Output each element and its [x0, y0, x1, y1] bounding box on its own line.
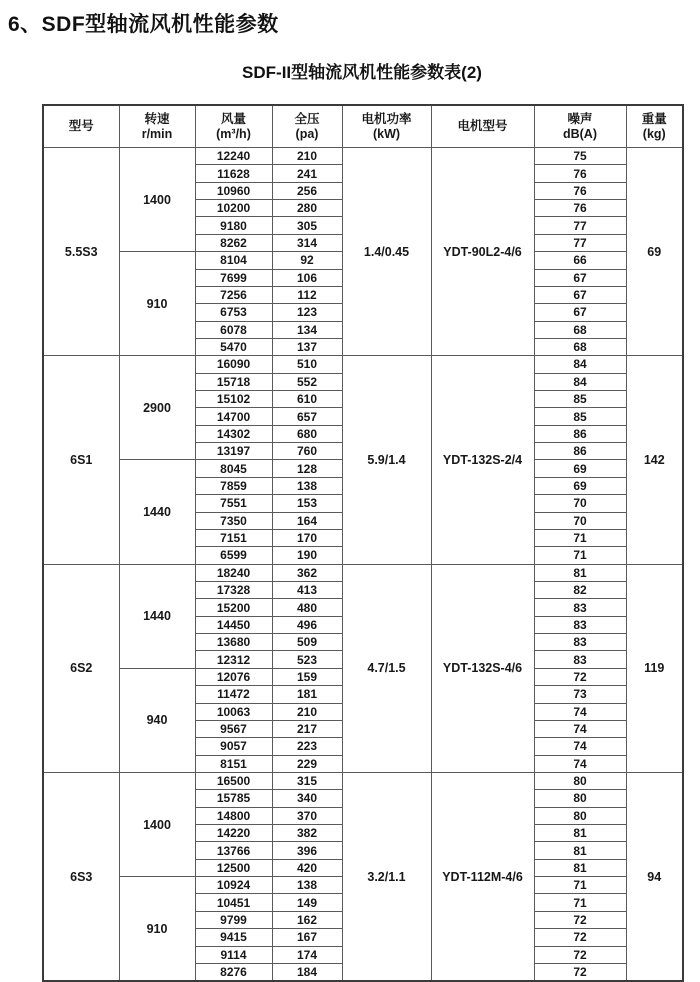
header-label: 重量: [641, 111, 667, 126]
noise-cell: 80: [534, 790, 626, 807]
flow-cell: 15200: [195, 599, 272, 616]
noise-cell: 84: [534, 373, 626, 390]
pressure-cell: 314: [272, 234, 342, 251]
header-row: [43, 105, 683, 148]
noise-cell: 80: [534, 807, 626, 824]
pressure-cell: 137: [272, 338, 342, 355]
flow-cell: 9057: [195, 738, 272, 755]
flow-cell: 9415: [195, 929, 272, 946]
column-header-motor: [431, 105, 534, 148]
pressure-cell: 181: [272, 686, 342, 703]
flow-cell: 14800: [195, 807, 272, 824]
pressure-cell: 134: [272, 321, 342, 338]
pressure-cell: 315: [272, 772, 342, 789]
noise-cell: 81: [534, 842, 626, 859]
power-cell: 4.7/1.5: [342, 564, 431, 772]
flow-cell: 7256: [195, 286, 272, 303]
noise-cell: 73: [534, 686, 626, 703]
noise-cell: 74: [534, 703, 626, 720]
flow-cell: 14700: [195, 408, 272, 425]
speed-cell: 910: [119, 252, 195, 356]
flow-cell: 11628: [195, 165, 272, 182]
power-cell: 3.2/1.1: [342, 772, 431, 981]
column-header-model: [43, 105, 119, 148]
header-unit: (kg): [642, 126, 666, 141]
pressure-cell: 509: [272, 634, 342, 651]
noise-cell: 83: [534, 634, 626, 651]
pressure-cell: 170: [272, 529, 342, 546]
flow-cell: 14450: [195, 616, 272, 633]
speed-cell: 1440: [119, 564, 195, 668]
pressure-cell: 210: [272, 148, 342, 165]
flow-cell: 17328: [195, 581, 272, 598]
pressure-cell: 190: [272, 547, 342, 564]
noise-cell: 84: [534, 356, 626, 373]
noise-cell: 69: [534, 460, 626, 477]
motor-cell: YDT-112M-4/6: [431, 772, 534, 981]
speed-cell: 1400: [119, 772, 195, 876]
column-header-power: [342, 105, 431, 148]
noise-cell: 83: [534, 651, 626, 668]
weight-cell: 119: [626, 564, 683, 772]
flow-cell: 6753: [195, 304, 272, 321]
noise-cell: 72: [534, 668, 626, 685]
noise-cell: 75: [534, 148, 626, 165]
table-row: [43, 564, 683, 581]
noise-cell: 72: [534, 963, 626, 981]
noise-cell: 70: [534, 512, 626, 529]
flow-cell: 8262: [195, 234, 272, 251]
pressure-cell: 149: [272, 894, 342, 911]
speed-cell: 910: [119, 877, 195, 982]
noise-cell: 72: [534, 929, 626, 946]
pressure-cell: 382: [272, 825, 342, 842]
flow-cell: 9567: [195, 720, 272, 737]
flow-cell: 16500: [195, 772, 272, 789]
motor-cell: YDT-132S-2/4: [431, 356, 534, 564]
pressure-cell: 610: [272, 391, 342, 408]
noise-cell: 71: [534, 529, 626, 546]
noise-cell: 66: [534, 252, 626, 269]
flow-cell: 6078: [195, 321, 272, 338]
speed-cell: 940: [119, 668, 195, 772]
noise-cell: 74: [534, 738, 626, 755]
flow-cell: 18240: [195, 564, 272, 581]
column-header-weight: [626, 105, 683, 148]
model-cell: 5.5S3: [43, 148, 119, 356]
model-cell: 6S3: [43, 772, 119, 981]
pressure-cell: 184: [272, 963, 342, 981]
flow-cell: 7859: [195, 477, 272, 494]
flow-cell: 11472: [195, 686, 272, 703]
pressure-cell: 496: [272, 616, 342, 633]
noise-cell: 76: [534, 200, 626, 217]
noise-cell: 68: [534, 338, 626, 355]
flow-cell: 7151: [195, 529, 272, 546]
page-title: 6、SDF型轴流风机性能参数: [8, 13, 279, 36]
pressure-cell: 138: [272, 877, 342, 894]
pressure-cell: 396: [272, 842, 342, 859]
flow-cell: 10451: [195, 894, 272, 911]
flow-cell: 13680: [195, 634, 272, 651]
pressure-cell: 340: [272, 790, 342, 807]
flow-cell: 12076: [195, 668, 272, 685]
noise-cell: 68: [534, 321, 626, 338]
table-row: [43, 356, 683, 373]
pressure-cell: 362: [272, 564, 342, 581]
pressure-cell: 167: [272, 929, 342, 946]
flow-cell: 16090: [195, 356, 272, 373]
noise-cell: 85: [534, 391, 626, 408]
pressure-cell: 413: [272, 581, 342, 598]
noise-cell: 69: [534, 477, 626, 494]
column-header-noise: [534, 105, 626, 148]
pressure-cell: 280: [272, 200, 342, 217]
table-row: [43, 772, 683, 789]
pressure-cell: 164: [272, 512, 342, 529]
column-header-speed: [119, 105, 195, 148]
noise-cell: 67: [534, 269, 626, 286]
pressure-cell: 680: [272, 425, 342, 442]
flow-cell: 8045: [195, 460, 272, 477]
flow-cell: 13766: [195, 842, 272, 859]
flow-cell: 8104: [195, 252, 272, 269]
motor-cell: YDT-132S-4/6: [431, 564, 534, 772]
weight-cell: 69: [626, 148, 683, 356]
flow-cell: 5470: [195, 338, 272, 355]
noise-cell: 76: [534, 182, 626, 199]
noise-cell: 70: [534, 495, 626, 512]
flow-cell: 8151: [195, 755, 272, 772]
pressure-cell: 241: [272, 165, 342, 182]
pressure-cell: 305: [272, 217, 342, 234]
pressure-cell: 128: [272, 460, 342, 477]
header-label: 风量: [220, 111, 246, 126]
noise-cell: 77: [534, 234, 626, 251]
header-label: 电机功率: [361, 111, 412, 126]
noise-cell: 71: [534, 877, 626, 894]
flow-cell: 10924: [195, 877, 272, 894]
noise-cell: 74: [534, 720, 626, 737]
flow-cell: 7699: [195, 269, 272, 286]
noise-cell: 71: [534, 894, 626, 911]
header-label: 全压: [294, 111, 320, 126]
header-label: 电机型号: [457, 119, 508, 133]
pressure-cell: 223: [272, 738, 342, 755]
header-unit: (pa): [295, 126, 319, 141]
noise-cell: 72: [534, 911, 626, 928]
flow-cell: 10200: [195, 200, 272, 217]
header-unit: (m³/h): [216, 126, 251, 141]
noise-cell: 67: [534, 304, 626, 321]
flow-cell: 7551: [195, 495, 272, 512]
pressure-cell: 112: [272, 286, 342, 303]
pressure-cell: 217: [272, 720, 342, 737]
header-unit: r/min: [141, 126, 173, 141]
noise-cell: 82: [534, 581, 626, 598]
flow-cell: 9114: [195, 946, 272, 963]
pressure-cell: 92: [272, 252, 342, 269]
noise-cell: 80: [534, 772, 626, 789]
flow-cell: 6599: [195, 547, 272, 564]
pressure-cell: 210: [272, 703, 342, 720]
flow-cell: 9799: [195, 911, 272, 928]
model-cell: 6S2: [43, 564, 119, 772]
flow-cell: 10960: [195, 182, 272, 199]
flow-cell: 9180: [195, 217, 272, 234]
flow-cell: 12240: [195, 148, 272, 165]
flow-cell: 15102: [195, 391, 272, 408]
table-body: [43, 148, 683, 982]
speed-cell: 1440: [119, 460, 195, 564]
power-cell: 1.4/0.45: [342, 148, 431, 356]
pressure-cell: 159: [272, 668, 342, 685]
model-cell: 6S1: [43, 356, 119, 564]
flow-cell: 14220: [195, 825, 272, 842]
pressure-cell: 370: [272, 807, 342, 824]
pressure-cell: 657: [272, 408, 342, 425]
pressure-cell: 256: [272, 182, 342, 199]
column-header-flow: [195, 105, 272, 148]
power-cell: 5.9/1.4: [342, 356, 431, 564]
weight-cell: 94: [626, 772, 683, 981]
noise-cell: 81: [534, 564, 626, 581]
flow-cell: 15785: [195, 790, 272, 807]
header-label: 型号: [68, 119, 94, 133]
table-title: SDF-II型轴流风机性能参数表(2): [242, 63, 482, 82]
noise-cell: 81: [534, 825, 626, 842]
speed-cell: 2900: [119, 356, 195, 460]
header-unit: (kW): [372, 126, 401, 141]
noise-cell: 74: [534, 755, 626, 772]
flow-cell: 15718: [195, 373, 272, 390]
flow-cell: 12312: [195, 651, 272, 668]
pressure-cell: 552: [272, 373, 342, 390]
pressure-cell: 174: [272, 946, 342, 963]
pressure-cell: 106: [272, 269, 342, 286]
column-header-pressure: [272, 105, 342, 148]
noise-cell: 85: [534, 408, 626, 425]
pressure-cell: 523: [272, 651, 342, 668]
flow-cell: 12500: [195, 859, 272, 876]
noise-cell: 77: [534, 217, 626, 234]
pressure-cell: 510: [272, 356, 342, 373]
flow-cell: 10063: [195, 703, 272, 720]
header-label: 转速: [144, 111, 170, 126]
flow-cell: 7350: [195, 512, 272, 529]
noise-cell: 86: [534, 425, 626, 442]
flow-cell: 14302: [195, 425, 272, 442]
noise-cell: 83: [534, 616, 626, 633]
motor-cell: YDT-90L2-4/6: [431, 148, 534, 356]
header-label: 噪声: [567, 111, 593, 126]
pressure-cell: 480: [272, 599, 342, 616]
performance-table: [42, 104, 684, 982]
noise-cell: 83: [534, 599, 626, 616]
pressure-cell: 162: [272, 911, 342, 928]
noise-cell: 86: [534, 443, 626, 460]
weight-cell: 142: [626, 356, 683, 564]
speed-cell: 1400: [119, 148, 195, 252]
flow-cell: 13197: [195, 443, 272, 460]
noise-cell: 67: [534, 286, 626, 303]
pressure-cell: 153: [272, 495, 342, 512]
pressure-cell: 123: [272, 304, 342, 321]
table-row: [43, 148, 683, 165]
noise-cell: 71: [534, 547, 626, 564]
noise-cell: 81: [534, 859, 626, 876]
pressure-cell: 138: [272, 477, 342, 494]
pressure-cell: 760: [272, 443, 342, 460]
pressure-cell: 420: [272, 859, 342, 876]
header-unit: dB(A): [562, 126, 597, 141]
pressure-cell: 229: [272, 755, 342, 772]
noise-cell: 76: [534, 165, 626, 182]
noise-cell: 72: [534, 946, 626, 963]
flow-cell: 8276: [195, 963, 272, 981]
